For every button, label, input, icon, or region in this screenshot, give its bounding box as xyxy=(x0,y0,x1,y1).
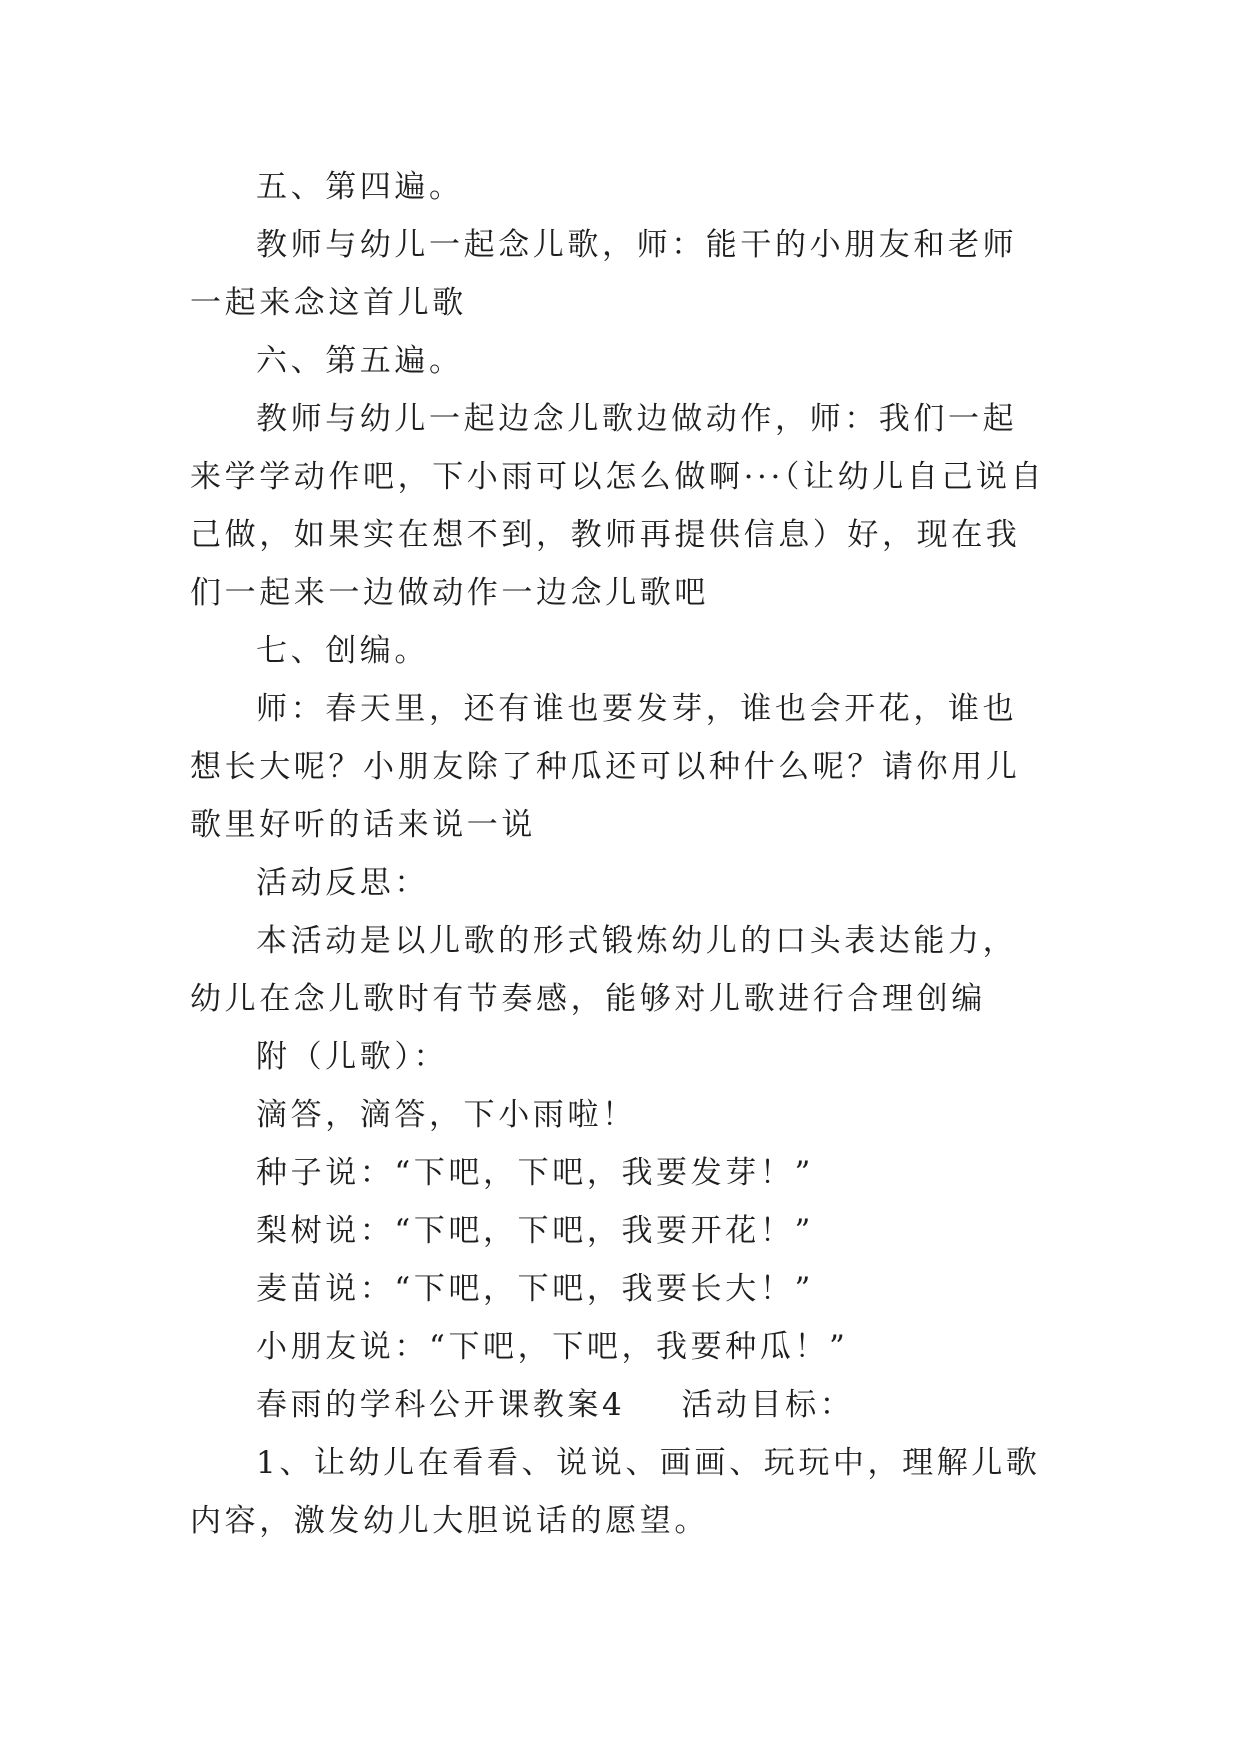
poem-line: 梨树说：“下吧，下吧，我要开花！” xyxy=(256,1213,814,1249)
paragraph: 教师与幼儿一起念儿歌，师：能干的小朋友和老师一起来念这首儿歌 xyxy=(190,227,1018,321)
paragraph: 本活动是以儿歌的形式锻炼幼儿的口头表达能力，幼儿在念儿歌时有节奏感，能够对儿歌进行合理创编 xyxy=(190,923,1018,1017)
section-label: 活动目标： xyxy=(681,1387,855,1423)
poem-line: 小朋友说：“下吧，下吧，我要种瓜！” xyxy=(256,1329,849,1365)
appendix-heading: 附（儿歌）： xyxy=(256,1039,449,1075)
step-heading-5: 六、第五遍。 xyxy=(256,343,464,379)
section-heading xyxy=(190,1376,1050,1434)
poem-line: 麦苗说：“下吧，下吧，我要长大！” xyxy=(256,1271,814,1307)
poem-line: 滴答，滴答，下小雨啦！ xyxy=(256,1097,637,1133)
step-heading-4: 五、第四遍。 xyxy=(256,169,464,205)
section-title: 春雨的学科公开课教案4 xyxy=(256,1387,626,1423)
step-heading-7: 七、创编。 xyxy=(256,633,429,669)
paragraph: 师：春天里，还有谁也要发芽，谁也会开花，谁也想长大呢？小朋友除了种瓜还可以种什么呢？请你用儿歌里好听的话来说一说 xyxy=(190,691,1021,843)
goal-item: 1、让幼儿在看看、说说、画画、玩玩中，理解儿歌内容，激发幼儿大胆说话的愿望。 xyxy=(190,1445,1041,1539)
poem-line: 种子说：“下吧，下吧，我要发芽！” xyxy=(256,1155,814,1191)
paragraph: 教师与幼儿一起边念儿歌边做动作，师：我们一起来学学动作吧，下小雨可以怎么做啊···（让幼儿自己说自己做，如果实在想不到，教师再提供信息）好，现在我们一起来一边做动作一边念儿歌吧 xyxy=(190,401,1046,611)
document-body xyxy=(190,158,1050,1550)
reflection-heading: 活动反思： xyxy=(256,865,429,901)
